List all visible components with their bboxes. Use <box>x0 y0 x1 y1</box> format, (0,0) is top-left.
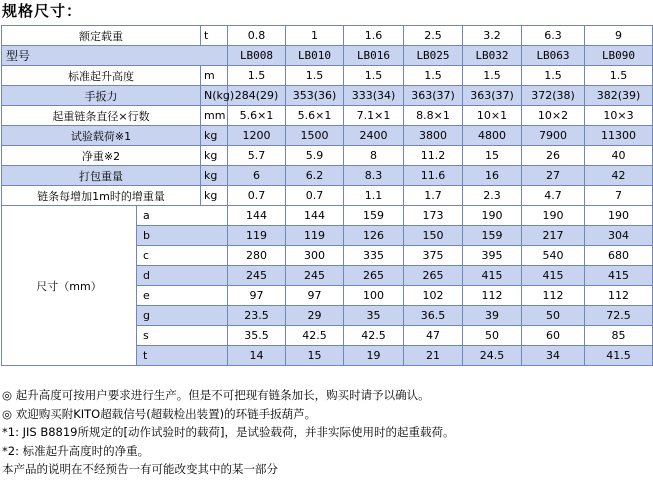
spec-cell: 372(38) <box>522 86 585 106</box>
notes <box>2 386 454 479</box>
spec-cell: 11300 <box>585 126 653 146</box>
dim-cell: 190 <box>522 206 585 226</box>
dim-cell: 300 <box>286 246 344 266</box>
spec-table <box>1 25 653 366</box>
spec-row-unit: mm <box>201 106 228 126</box>
model-cell: LB016 <box>344 46 404 66</box>
spec-cell: 27 <box>522 166 585 186</box>
spec-row <box>2 86 653 106</box>
dim-cell: 35 <box>344 306 404 326</box>
spec-row <box>2 186 653 206</box>
spec-cell: 0.7 <box>286 186 344 206</box>
capacity-cell: 3.2 <box>463 26 522 46</box>
dim-cell: 50 <box>522 306 585 326</box>
spec-cell: 40 <box>585 146 653 166</box>
dim-cell: 144 <box>286 206 344 226</box>
dim-cell: 47 <box>404 326 463 346</box>
dim-cell: 35.5 <box>228 326 286 346</box>
dim-cell: 102 <box>404 286 463 306</box>
page-title: 规格尺寸： <box>2 2 83 20</box>
capacity-row <box>2 26 653 46</box>
spec-cell: 1500 <box>286 126 344 146</box>
spec-cell: 10×3 <box>585 106 653 126</box>
spec-cell: 6 <box>228 166 286 186</box>
spec-cell: 1.7 <box>404 186 463 206</box>
spec-row <box>2 166 653 186</box>
spec-row <box>2 66 653 86</box>
dim-symbol: t <box>137 346 228 366</box>
dim-cell: 265 <box>404 266 463 286</box>
spec-row-unit: kg <box>201 126 228 146</box>
capacity-cell: 9 <box>585 26 653 46</box>
dim-cell: 304 <box>585 226 653 246</box>
dim-cell: 119 <box>286 226 344 246</box>
spec-row <box>2 146 653 166</box>
spec-row-label: 链条每增加1m时的增重量 <box>2 186 201 206</box>
dim-cell: 395 <box>463 246 522 266</box>
dim-cell: 415 <box>463 266 522 286</box>
spec-cell: 333(34) <box>344 86 404 106</box>
dim-label: 尺寸（mm） <box>2 206 137 366</box>
spec-cell: 1.1 <box>344 186 404 206</box>
spec-cell: 1.5 <box>228 66 286 86</box>
model-label: 型号 <box>2 46 228 66</box>
dim-row <box>2 206 653 226</box>
dim-cell: 159 <box>344 206 404 226</box>
dim-cell: 97 <box>228 286 286 306</box>
spec-cell: 2400 <box>344 126 404 146</box>
spec-cell: 8.3 <box>344 166 404 186</box>
dim-symbol: d <box>137 266 228 286</box>
dim-cell: 150 <box>404 226 463 246</box>
dim-cell: 190 <box>585 206 653 226</box>
dim-cell: 540 <box>522 246 585 266</box>
dim-cell: 14 <box>228 346 286 366</box>
dim-symbol: g <box>137 306 228 326</box>
note-4: *2: 标准起升高度时的净重。 <box>2 443 150 458</box>
spec-row-label: 手扳力 <box>2 86 201 106</box>
dim-cell: 159 <box>463 226 522 246</box>
capacity-cell: 1 <box>286 26 344 46</box>
spec-cell: 5.7 <box>228 146 286 166</box>
dim-symbol: s <box>137 326 228 346</box>
spec-row-label: 标准起升高度 <box>2 66 201 86</box>
spec-cell: 5.6×1 <box>286 106 344 126</box>
spec-row-unit: kg <box>201 186 228 206</box>
dim-cell: 97 <box>286 286 344 306</box>
spec-cell: 1.5 <box>463 66 522 86</box>
dim-cell: 280 <box>228 246 286 266</box>
spec-cell: 7.1×1 <box>344 106 404 126</box>
spec-cell: 1.5 <box>522 66 585 86</box>
dim-cell: 85 <box>585 326 653 346</box>
spec-cell: 1.5 <box>404 66 463 86</box>
dim-symbol: b <box>137 226 228 246</box>
spec-cell: 7900 <box>522 126 585 146</box>
model-cell: LB063 <box>522 46 585 66</box>
spec-cell: 1.5 <box>286 66 344 86</box>
model-row <box>2 46 653 66</box>
spec-row-label: 试验载荷※1 <box>2 126 201 146</box>
dim-cell: 19 <box>344 346 404 366</box>
spec-cell: 10×1 <box>463 106 522 126</box>
dim-cell: 112 <box>522 286 585 306</box>
spec-row-label: 净重※2 <box>2 146 201 166</box>
note-2: ◎ 欢迎购买附KITO超载信号(超载检出装置)的环链手扳葫芦。 <box>2 406 317 421</box>
dim-cell: 415 <box>522 266 585 286</box>
dim-symbol: e <box>137 286 228 306</box>
dim-cell: 680 <box>585 246 653 266</box>
spec-cell: 8.8×1 <box>404 106 463 126</box>
dim-cell: 245 <box>286 266 344 286</box>
dim-cell: 29 <box>286 306 344 326</box>
model-cell: LB008 <box>228 46 286 66</box>
spec-cell: 1.5 <box>344 66 404 86</box>
dim-cell: 21 <box>404 346 463 366</box>
capacity-cell: 1.6 <box>344 26 404 46</box>
spec-row-unit: kg <box>201 166 228 186</box>
dim-cell: 23.5 <box>228 306 286 326</box>
dim-cell: 112 <box>585 286 653 306</box>
spec-cell: 5.9 <box>286 146 344 166</box>
dim-symbol: c <box>137 246 228 266</box>
spec-row-unit: kg <box>201 146 228 166</box>
spec-cell: 1200 <box>228 126 286 146</box>
capacity-cell: 6.3 <box>522 26 585 46</box>
spec-row-label: 起重链条直径×行数 <box>2 106 201 126</box>
dim-cell: 245 <box>228 266 286 286</box>
spec-cell: 2.3 <box>463 186 522 206</box>
model-cell: LB025 <box>404 46 463 66</box>
dim-cell: 415 <box>585 266 653 286</box>
dim-cell: 126 <box>344 226 404 246</box>
note-1: ◎ 起升高度可按用户要求进行生产。但是不可把现有链条加长，购买时请予以确认。 <box>2 388 430 402</box>
model-cell: LB032 <box>463 46 522 66</box>
dim-cell: 50 <box>463 326 522 346</box>
dim-cell: 24.5 <box>463 346 522 366</box>
spec-cell: 363(37) <box>463 86 522 106</box>
dim-cell: 173 <box>404 206 463 226</box>
dim-cell: 34 <box>522 346 585 366</box>
dim-cell: 112 <box>463 286 522 306</box>
note-3: *1: JIS B8819所规定的[动作试验时的载荷]，是试验载荷，并非实际使用时的起重载荷。 <box>2 425 455 439</box>
spec-cell: 0.7 <box>228 186 286 206</box>
dim-cell: 15 <box>286 346 344 366</box>
spec-cell: 16 <box>463 166 522 186</box>
dim-cell: 144 <box>228 206 286 226</box>
dim-cell: 60 <box>522 326 585 346</box>
spec-cell: 1.5 <box>585 66 653 86</box>
spec-row-unit: N(kg) <box>201 86 228 106</box>
spec-cell: 10×2 <box>522 106 585 126</box>
spec-cell: 363(37) <box>404 86 463 106</box>
dim-cell: 36.5 <box>404 306 463 326</box>
dim-symbol: a <box>137 206 228 226</box>
dim-cell: 100 <box>344 286 404 306</box>
spec-cell: 4.7 <box>522 186 585 206</box>
spec-cell: 5.6×1 <box>228 106 286 126</box>
spec-row-label: 打包重量 <box>2 166 201 186</box>
model-cell: LB090 <box>585 46 653 66</box>
spec-cell: 3800 <box>404 126 463 146</box>
dim-cell: 119 <box>228 226 286 246</box>
dim-cell: 42.5 <box>344 326 404 346</box>
dim-cell: 39 <box>463 306 522 326</box>
note-5: 本产品的说明在不经预告一有可能改变其中的某一部分 <box>2 462 278 476</box>
spec-cell: 4800 <box>463 126 522 146</box>
capacity-label: 额定载重 <box>2 26 201 46</box>
spec-cell: 8 <box>344 146 404 166</box>
model-cell: LB010 <box>286 46 344 66</box>
spec-cell: 7 <box>585 186 653 206</box>
spec-cell: 6.2 <box>286 166 344 186</box>
dim-cell: 42.5 <box>286 326 344 346</box>
dim-cell: 375 <box>404 246 463 266</box>
spec-cell: 11.6 <box>404 166 463 186</box>
spec-cell: 284(29) <box>228 86 286 106</box>
dim-cell: 190 <box>463 206 522 226</box>
spec-cell: 11.2 <box>404 146 463 166</box>
dim-cell: 72.5 <box>585 306 653 326</box>
spec-cell: 382(39) <box>585 86 653 106</box>
spec-cell: 15 <box>463 146 522 166</box>
dim-cell: 217 <box>522 226 585 246</box>
capacity-cell: 0.8 <box>228 26 286 46</box>
spec-cell: 26 <box>522 146 585 166</box>
capacity-unit: t <box>201 26 228 46</box>
spec-row-unit: m <box>201 66 228 86</box>
dim-cell: 41.5 <box>585 346 653 366</box>
spec-row <box>2 126 653 146</box>
spec-cell: 353(36) <box>286 86 344 106</box>
capacity-cell: 2.5 <box>404 26 463 46</box>
dim-cell: 335 <box>344 246 404 266</box>
spec-cell: 42 <box>585 166 653 186</box>
spec-row <box>2 106 653 126</box>
dim-cell: 265 <box>344 266 404 286</box>
